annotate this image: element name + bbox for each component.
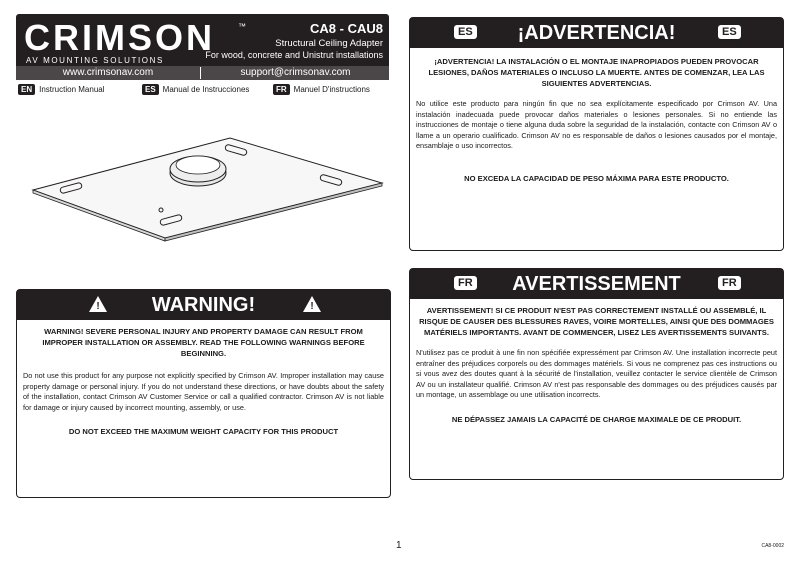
lang-badge: ES (718, 25, 741, 39)
panel-heading: ¡ADVERTENCIA! (517, 21, 676, 44)
product-model: CA8 - CAU8 (310, 21, 383, 36)
panel-body: No utilice este producto para ningún fin que no sea explícitamente especificado por Crimson AV. Una instalación inadecuada puede provocar daños materiales o lesiones personales. Si no entiende las instrucciones de montaje o tiene alguna duda sobre la seguridad de la instalación, contacte con Crimson AV o llame a un operario cualificado. Crimson AV no es responsable de daños o lesiones causados por el montaje, ensamblaje o uso incorrectos. (416, 99, 777, 151)
lang-label: Manuel D'instructions (293, 85, 370, 94)
panel-lead: ¡ADVERTENCIA! LA INSTALACIÓN O EL MONTAJE INAPROPIADOS PUEDEN PROVOCAR LESIONES, DAÑOS MATERIALES O INCLUSO LA MUERTE. ANTES DE COMENZAR, LEA LAS SIGUIENTES ADVERTENCIAS. (428, 57, 765, 88)
panel-header (410, 269, 783, 299)
product-title: Structural Ceiling Adapter (275, 38, 383, 49)
panel-heading: AVERTISSEMENT (512, 272, 681, 295)
panel-lead: AVERTISSEMENT! SI CE PRODUIT N'EST PAS CORRECTEMENT INSTALLÉ OU ASSEMBLÉ, IL RISQUE DE CAUSER DES BLESSURES RAVES, VOIRE MORTELLES, AINSI QUE DES DOMMAGES MATÉRIELS IMPORTANTS. AVANT DE COMMENCER, LISEZ LES AVERTISSEMENTS SUIVANTS. (419, 306, 774, 337)
lang-code: ES (142, 84, 159, 95)
website-link[interactable]: www.crimsonav.com (62, 67, 154, 78)
warning-panel-en (16, 289, 391, 498)
ceiling-plate-illustration (30, 135, 390, 245)
language-es (142, 84, 249, 95)
language-fr (273, 84, 370, 95)
link-divider (200, 67, 201, 79)
email-link[interactable]: support@crimsonav.com (240, 67, 351, 78)
panel-footer: NE DÉPASSEZ JAMAIS LA CAPACITÉ DE CHARGE MAXIMALE DE CE PRODUIT. (451, 414, 742, 424)
warning-panel-fr (409, 268, 784, 480)
lang-badge: FR (454, 276, 477, 290)
panel-header: ! WARNING! ! (17, 290, 390, 320)
panel-header (410, 18, 783, 48)
panel-heading: WARNING! (151, 293, 256, 316)
document-code: CA8-0002 (761, 543, 784, 549)
lang-badge: FR (718, 276, 741, 290)
lang-code: FR (273, 84, 290, 95)
trademark-mark: ™ (238, 22, 246, 31)
brand-logo: CRIMSON (24, 17, 215, 58)
product-subtitle: For wood, concrete and Unistrut installations (205, 50, 383, 60)
lang-code: EN (18, 84, 35, 95)
panel-footer: DO NOT EXCEED THE MAXIMUM WEIGHT CAPACITY FOR THIS PRODUCT (68, 427, 339, 437)
page-number: 1 (396, 540, 402, 551)
panel-body: N'utilisez pas ce produit à une fin non spécifiée expressément par Crimson AV. Une installation incorrecte peut entraîner des préjudices corporels ou des dommages matériels. Si vous ne comprenez pas ces instructions ou si vous avez des doutes quant à la sécurité de l'installation, veuillez contacter le service clientèle de Crimson AV ou un installateur qualifié. Crimson AV n'est pas responsable des dommages ou des préjudices causés par un montage, un assemblage ou une utilisation incorrects. (416, 348, 777, 400)
lang-label: Instruction Manual (39, 85, 105, 94)
lang-label: Manual de Instrucciones (162, 85, 250, 94)
panel-body: Do not use this product for any purpose not explicitly specified by Crimson AV. Improper installation may cause property damage or personal injury. If you do not understand these directions, or have doubts about the safety of the installation, contact Crimson AV Customer Service or call a qualified contractor. Crimson AV is not liable for damage or injury caused by incorrect mounting, assembly, or use. (23, 371, 384, 412)
language-en (18, 84, 105, 95)
brand-tagline: AV MOUNTING SOLUTIONS (26, 56, 164, 65)
panel-lead: WARNING! SEVERE PERSONAL INJURY AND PROPERTY DAMAGE CAN RESULT FROM IMPROPER INSTALLATION OR ASSEMBLY. READ THE FOLLOWING WARNINGS BEFORE BEGINNING. (42, 327, 365, 358)
warning-panel-es (409, 17, 784, 251)
lang-badge: ES (454, 25, 477, 39)
panel-footer: NO EXCEDA LA CAPACIDAD DE PESO MÁXIMA PARA ESTE PRODUCTO. (464, 173, 729, 183)
